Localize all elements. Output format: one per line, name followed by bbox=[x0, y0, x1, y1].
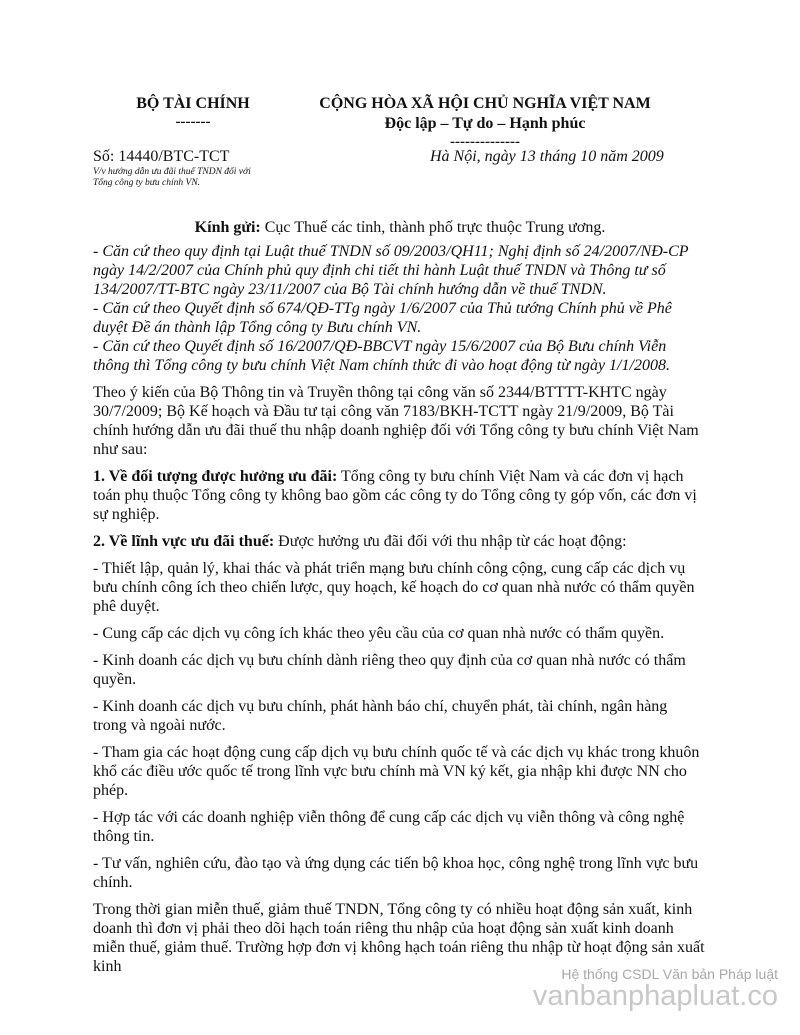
recipient-text: Cục Thuế các tỉnh, thành phố trực thuộc Trung ương. bbox=[260, 219, 606, 236]
section-1-text: Tổng công ty bưu chính Việt Nam và các đơn vị hạch toán phụ thuộc Tổng công ty không bao gồm các công ty do Tổng công ty góp vốn, các đơn vị sự nghiệp. bbox=[93, 468, 697, 523]
motto: Độc lập – Tự do – Hạnh phúc bbox=[384, 115, 586, 132]
country-name: CỘNG HÒA XÃ HỘI CHỦ NGHĨA VIỆT NAM bbox=[319, 95, 651, 112]
activity-item: - Tư vấn, nghiên cứu, đào tạo và ứng dụng các tiến bộ khoa học, công nghệ trong lĩnh vực bưu chính. bbox=[93, 855, 699, 891]
activity-item: - Kinh doanh các dịch vụ bưu chính dành riêng theo quy định của cơ quan nhà nước có thẩm quyền. bbox=[93, 652, 686, 688]
activity-item: - Thiết lập, quản lý, khai thác và phát triển mạng bưu chính công cộng, cung cấp các dịch vụ bưu chính công ích theo chiến lược, quy hoạch, kế hoạch do cơ quan nhà nước có thẩm quyền phê duyệt. bbox=[93, 560, 695, 615]
basis-item: - Căn cứ theo Quyết định số 674/QĐ-TTg ngày 1/6/2007 của Thủ tướng Chính phủ về Phê duyệt Đề án thành lập Tổng công ty Bưu chính VN. bbox=[93, 300, 672, 336]
legal-basis bbox=[93, 242, 705, 375]
recipient-line bbox=[0, 219, 800, 237]
ministry-name: BỘ TÀI CHÍNH bbox=[136, 95, 250, 112]
activity-item: - Kinh doanh các dịch vụ bưu chính, phát hành báo chí, chuyển phát, tài chính, ngân hàng trong và ngoài nước. bbox=[93, 698, 668, 734]
watermark-caption: Hệ thống CSDL Văn bản Pháp luật bbox=[561, 966, 778, 982]
subject-line-2: Tổng công ty bưu chính VN. bbox=[93, 178, 201, 188]
section-1-heading: 1. Về đối tượng được hưởng ưu đãi: bbox=[93, 468, 338, 485]
section-2-text: Được hưởng ưu đãi đối với thu nhập từ các hoạt động: bbox=[274, 533, 627, 550]
subject-line-1: V/v hướng dẫn ưu đãi thuế TNDN đối với bbox=[93, 167, 251, 177]
ministry-rule: ------- bbox=[175, 114, 211, 130]
document-body bbox=[93, 242, 705, 976]
activity-item: - Cung cấp các dịch vụ công ích khác theo yêu cầu của cơ quan nhà nước có thẩm quyền. bbox=[93, 625, 665, 642]
basis-item: - Căn cứ theo quy định tại Luật thuế TNDN số 09/2003/QH11; Nghị định số 24/2007/NĐ-CP ngày 14/2/2007 của Chính phủ quy định chi tiết thi hành Luật thuế TNDN và Thông tư số 134/2007/TT-BTC ngày 23/11/2007 của Bộ Tài chính hướng dẫn về thuế TNDN. bbox=[93, 243, 689, 298]
activity-item: - Tham gia các hoạt động cung cấp dịch vụ bưu chính quốc tế và các dịch vụ khác trong khuôn khổ các điều ước quốc tế trong lĩnh vực bưu chính mà VN ký kết, gia nhập khi được NN cho phép. bbox=[93, 744, 700, 799]
watermark-site: vanbanphapluat.co bbox=[532, 980, 778, 1012]
section-2-heading: 2. Về lĩnh vực ưu đãi thuế: bbox=[93, 533, 275, 550]
section-1 bbox=[93, 467, 705, 524]
header-left bbox=[118, 94, 268, 130]
header-right bbox=[310, 94, 660, 150]
section-2 bbox=[93, 532, 705, 551]
basis-item: - Căn cứ theo Quyết định số 16/2007/QĐ-BBCVT ngày 15/6/2007 của Bộ Bưu chính Viễn thông thì Tổng công ty bưu chính Việt Nam chính thức đi vào hoạt động từ ngày 1/1/2008. bbox=[93, 338, 670, 374]
recipient-label: Kính gửi: bbox=[194, 219, 261, 236]
intro-paragraph: Theo ý kiến của Bộ Thông tin và Truyền thông tại công văn số 2344/BTTTT-KHTC ngày 30/7/2009; Bộ Kế hoạch và Đầu tư tại công văn 7183/BKH-TCTT ngày 21/9/2009, Bộ Tài chính hướng dẫn ưu đãi thuế thu nhập doanh nghiệp đối với Tổng công ty bưu chính Việt Nam như sau: bbox=[93, 384, 699, 458]
place-date: Hà Nội, ngày 13 tháng 10 năm 2009 bbox=[430, 148, 664, 165]
document-subject bbox=[93, 167, 251, 189]
motto-rule: -------------- bbox=[450, 134, 520, 150]
activity-item: - Hợp tác với các doanh nghiệp viễn thông để cung cấp các dịch vụ viễn thông và công nghệ thông tin. bbox=[93, 809, 685, 845]
document-number: Số: 14440/BTC-TCT bbox=[93, 148, 230, 165]
closing-paragraph: Trong thời gian miễn thuế, giảm thuế TNDN, Tổng công ty có nhiều hoạt động sản xuất, kinh doanh thì đơn vị phải theo dõi hạch toán riêng thu nhập của hoạt động sản xuất kinh doanh miễn thuế, giảm thuế. Trường hợp đơn vị không hạch toán riêng thu nhập từ hoạt động sản xuất kinh bbox=[93, 901, 705, 975]
